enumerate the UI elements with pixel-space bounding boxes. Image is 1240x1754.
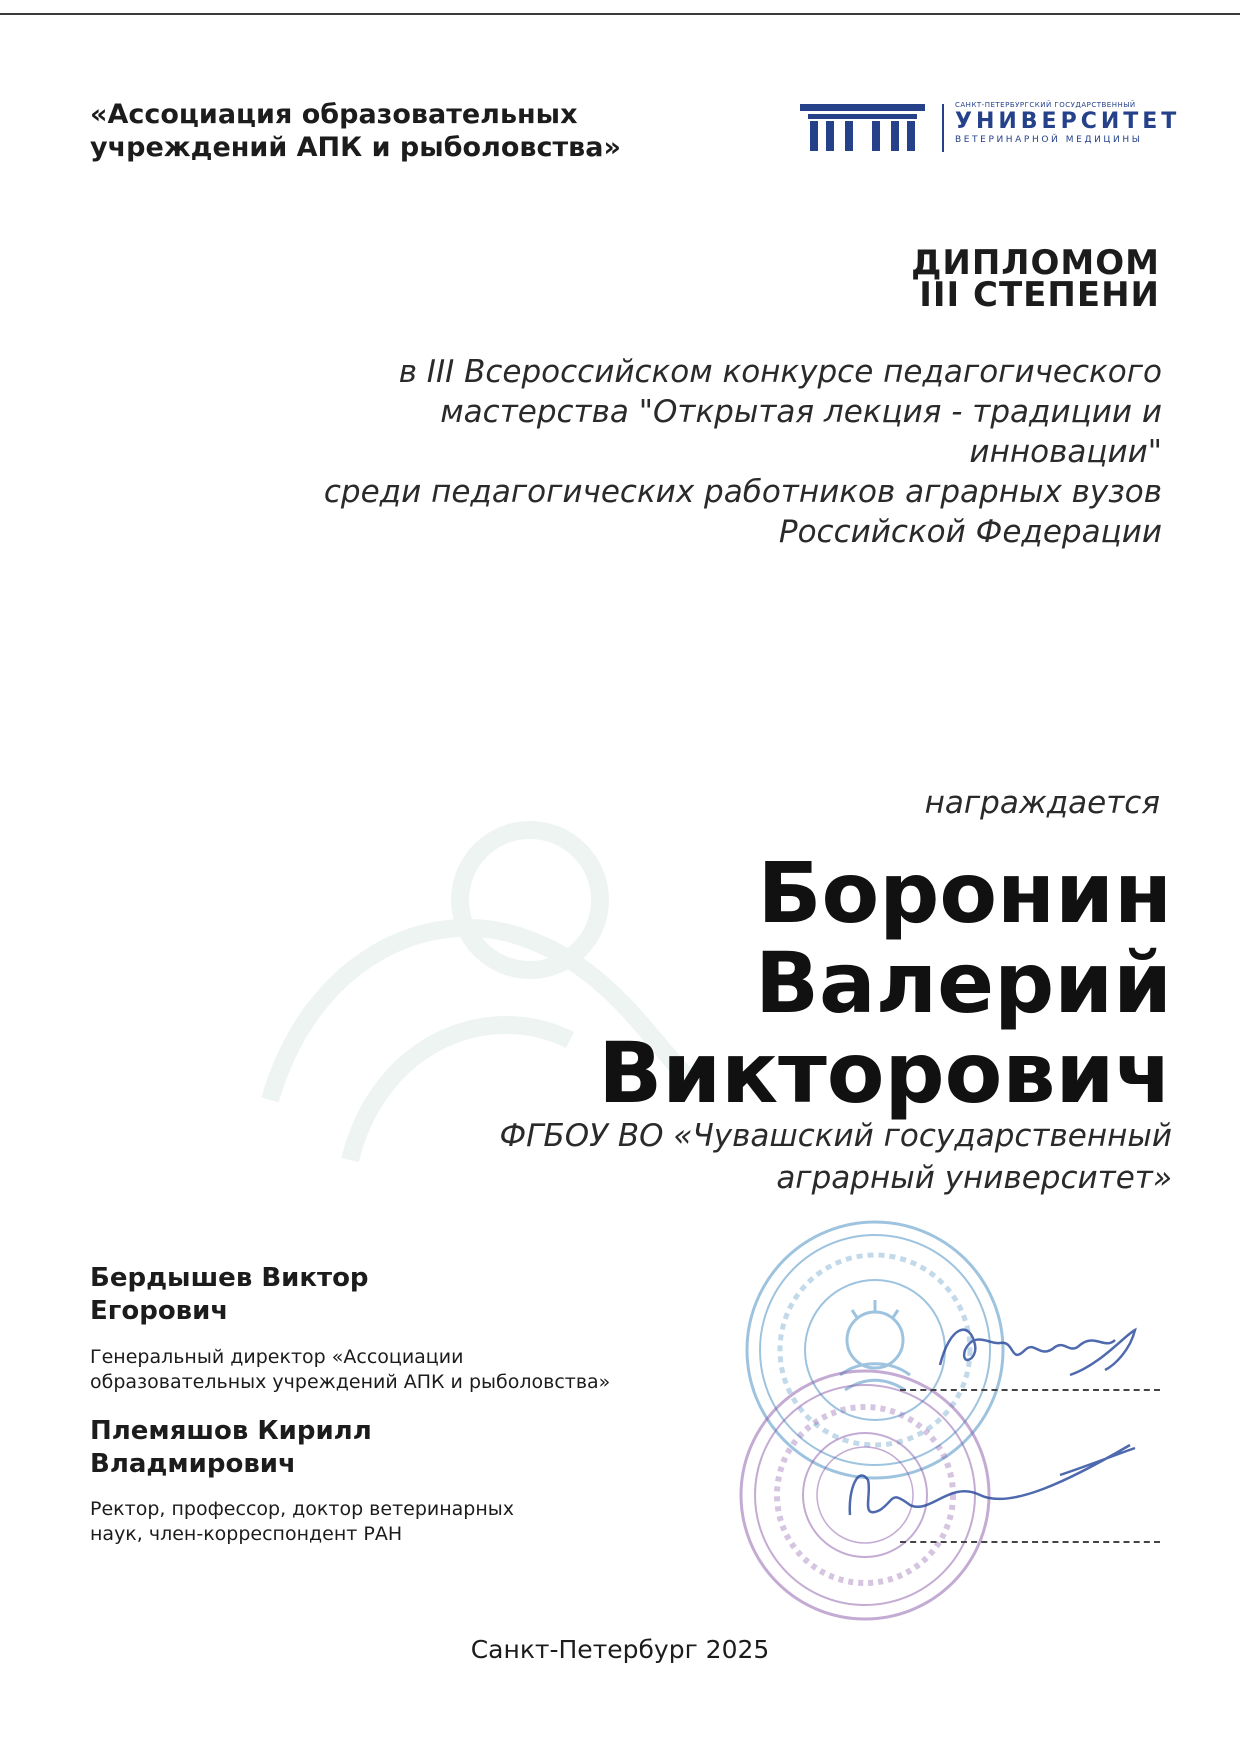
logo-sub-text: ВЕТЕРИНАРНОЙ МЕДИЦИНЫ [955, 135, 1143, 145]
association-name-line2: учреждений АПК и рыболовства» [90, 132, 621, 163]
signer-2-name-line1: Племяшов Кирилл [90, 1416, 372, 1446]
signer-1-title-line1: Генеральный директор «Ассоциации [90, 1346, 464, 1368]
description-line3: среди педагогических работников аграрных вузов [323, 474, 1162, 510]
recipient-patronymic: Викторович [598, 1024, 1172, 1122]
signer-1-title [90, 1345, 610, 1395]
signer-2-title [90, 1497, 514, 1547]
signer-1-name-line1: Бердышев Виктор [90, 1263, 369, 1293]
signer-2-title-line1: Ректор, профессор, доктор ветеринарных [90, 1498, 515, 1520]
university-logo-emblem [800, 100, 950, 160]
signature-2 [830, 1420, 1170, 1540]
association-name-line1: «Ассоциация образовательных [90, 99, 578, 130]
logo-small-text: САНКТ-ПЕТЕРБУРГСКИЙ ГОСУДАРСТВЕННЫЙ [955, 101, 1136, 109]
signature-1 [930, 1305, 1160, 1395]
signature-line-2 [900, 1541, 1160, 1543]
signer-1-name-line2: Егорович [90, 1296, 229, 1326]
signature-line-1 [900, 1389, 1160, 1391]
signer-1-name [90, 1262, 369, 1328]
recipient-surname: Боронин [757, 844, 1172, 942]
signer-1-title-line2: образовательных учреждений АПК и рыболовства» [90, 1371, 611, 1393]
description-line1: в III Всероссийском конкурсе педагогического [398, 354, 1162, 390]
award-title [911, 243, 1160, 315]
signer-2-name-line2: Владмирович [90, 1449, 296, 1479]
affiliation-line2: аграрный университет» [776, 1160, 1172, 1196]
description-line4: Российской Федерации [778, 514, 1162, 550]
award-title-line2: III СТЕПЕНИ [919, 275, 1160, 315]
signer-2-name [90, 1415, 372, 1481]
competition-description [262, 352, 1162, 552]
recipient-first-name: Валерий [754, 934, 1172, 1032]
scan-edge-line [0, 13, 1240, 15]
recipient-affiliation [272, 1115, 1172, 1199]
signer-2-title-line2: наук, член-корреспондент РАН [90, 1523, 403, 1545]
award-title-line1: ДИПЛОМОМ [911, 243, 1160, 283]
city-year: Санкт-Петербург 2025 [470, 1635, 770, 1664]
affiliation-line1: ФГБОУ ВО «Чувашский государственный [499, 1118, 1172, 1154]
logo-main-text: УНИВЕРСИТЕТ [955, 109, 1181, 134]
recipient-name [598, 844, 1172, 1122]
association-name [90, 98, 710, 164]
awarded-label: награждается [924, 785, 1160, 821]
description-line2: мастерства "Открытая лекция - традиции и инновации" [440, 394, 1162, 470]
university-logo-text [955, 100, 1185, 146]
